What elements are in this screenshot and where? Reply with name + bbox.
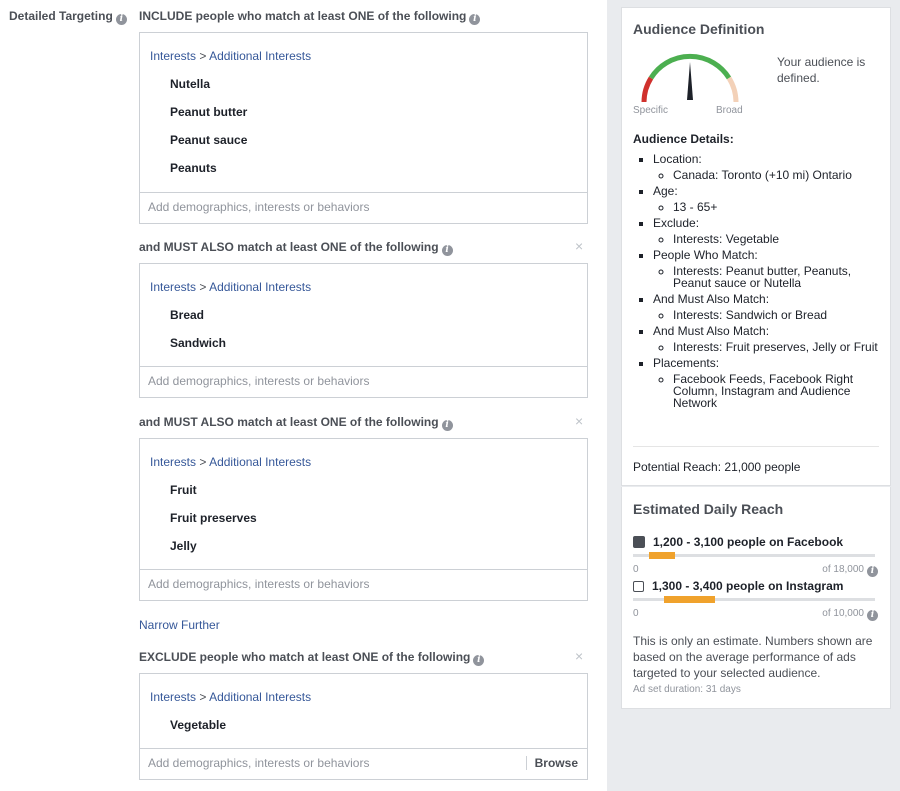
audience-definition-title: Audience Definition	[633, 21, 765, 37]
info-icon[interactable]: i	[442, 245, 453, 256]
detail-value: ◦ Interests: Fruit preserves, Jelly or Fruit	[673, 341, 881, 353]
audience-definition-card	[621, 7, 891, 486]
instagram-reach-bar	[633, 598, 875, 601]
breadcrumb	[150, 455, 311, 469]
interest-item: Fruit	[170, 483, 197, 497]
detail-location: ▪ Location: ◦ Canada: Toronto (+10 mi) Ontario	[653, 153, 881, 181]
interest-item: Bread	[170, 308, 205, 322]
include-title: INCLUDE people who match at least ONE of the following i	[139, 9, 480, 25]
crumb-additional-link[interactable]: Additional Interests	[209, 455, 312, 469]
interest-item: Sandwich	[170, 336, 227, 350]
crumb-additional-link[interactable]: Additional Interests	[209, 49, 312, 63]
crumb-separator: >	[199, 49, 207, 63]
crumb-separator: >	[199, 280, 207, 294]
facebook-min: 0	[633, 564, 639, 575]
instagram-max: of 10,000 i	[822, 608, 878, 621]
close-icon[interactable]: ×	[575, 238, 584, 254]
exclude-box	[139, 673, 588, 780]
detail-value: ◦ Interests: Peanut butter, Peanuts, Peanut sauce or Nutella	[673, 265, 881, 289]
must-match-box-1	[139, 263, 588, 398]
add-row	[140, 192, 587, 223]
interest-item: Fruit preserves	[170, 511, 257, 525]
instagram-reach-range	[664, 596, 715, 603]
crumb-interests-link[interactable]: Interests	[150, 280, 197, 294]
narrow-further-link[interactable]: Narrow Further	[139, 618, 220, 632]
detail-age: ▪ Age: ◦ 13 - 65+	[653, 185, 881, 213]
breadcrumb	[150, 49, 311, 63]
facebook-icon	[633, 536, 645, 548]
breadcrumb	[150, 280, 311, 294]
add-targeting-input[interactable]	[148, 374, 508, 388]
audience-details-list	[633, 153, 881, 413]
facebook-reach: 1,200 - 3,100 people on Facebook	[633, 535, 843, 549]
breadcrumb	[150, 690, 311, 704]
exclude-title: EXCLUDE people who match at least ONE of the following i	[139, 650, 484, 666]
facebook-reach-range	[649, 552, 675, 559]
crumb-additional-link[interactable]: Additional Interests	[209, 280, 312, 294]
crumb-additional-link[interactable]: Additional Interests	[209, 690, 312, 704]
potential-reach: Potential Reach: 21,000 people	[633, 460, 801, 474]
instagram-reach: 1,300 - 3,400 people on Instagram	[633, 579, 843, 593]
close-icon[interactable]: ×	[575, 413, 584, 429]
info-icon[interactable]: i	[473, 655, 484, 666]
interest-item: Nutella	[170, 77, 211, 91]
must-match-box-2	[139, 438, 588, 601]
divider	[633, 446, 879, 447]
add-targeting-input[interactable]	[148, 577, 508, 591]
detail-must-match: ▪ And Must Also Match: ◦ Interests: Sandwich or Bread	[653, 293, 881, 321]
detail-value: ◦ 13 - 65+	[673, 201, 881, 213]
detail-exclude: ▪ Exclude: ◦ Interests: Vegetable	[653, 217, 881, 245]
crumb-separator: >	[199, 690, 207, 704]
instagram-icon	[633, 581, 644, 592]
facebook-max: of 18,000 i	[822, 564, 878, 577]
add-row	[140, 748, 587, 779]
estimated-reach-card	[621, 487, 891, 709]
add-row	[140, 366, 587, 397]
crumb-interests-link[interactable]: Interests	[150, 49, 197, 63]
detail-value: ◦ Interests: Vegetable	[673, 233, 881, 245]
detail-value: ◦ Facebook Feeds, Facebook Right Column, Instagram and Audience Network	[673, 373, 881, 409]
estimated-reach-title: Estimated Daily Reach	[633, 501, 784, 517]
add-targeting-input[interactable]	[148, 756, 508, 770]
detail-value: ◦ Interests: Sandwich or Bread	[673, 309, 881, 321]
instagram-min: 0	[633, 608, 639, 619]
interest-item: Peanut sauce	[170, 133, 248, 147]
gauge-broad-label: Broad	[716, 105, 743, 116]
ad-set-duration: Ad set duration: 31 days	[633, 684, 741, 695]
audience-status: Your audience is defined.	[777, 55, 866, 85]
add-targeting-input[interactable]	[148, 200, 508, 214]
info-icon[interactable]: i	[867, 610, 878, 621]
detail-people-who-match: ▪ People Who Match: ◦ Interests: Peanut butter, Peanuts, Peanut sauce or Nutella	[653, 249, 881, 289]
interest-item: Peanuts	[170, 161, 217, 175]
estimate-disclaimer: This is only an estimate. Numbers shown are based on the average performance of ads targeted to your selected audience.	[633, 634, 873, 680]
browse-button[interactable]: Browse	[526, 756, 578, 770]
interest-item: Peanut butter	[170, 105, 248, 119]
gauge-needle	[687, 62, 693, 100]
detail-value: ◦ Canada: Toronto (+10 mi) Ontario	[673, 169, 881, 181]
info-icon[interactable]: i	[867, 566, 878, 577]
include-box	[139, 32, 588, 224]
must-match-title: and MUST ALSO match at least ONE of the following i	[139, 415, 453, 431]
audience-details-title: Audience Details:	[633, 132, 734, 146]
interest-item: Vegetable	[170, 718, 227, 732]
crumb-interests-link[interactable]: Interests	[150, 690, 197, 704]
info-icon[interactable]: i	[469, 14, 480, 25]
audience-gauge	[634, 50, 746, 110]
crumb-interests-link[interactable]: Interests	[150, 455, 197, 469]
gauge-specific-label: Specific	[633, 105, 669, 116]
gauge-specific-arc	[644, 78, 651, 102]
gauge-broad-arc	[729, 78, 736, 102]
detail-must-match: ▪ And Must Also Match: ◦ Interests: Fruit preserves, Jelly or Fruit	[653, 325, 881, 353]
add-row	[140, 569, 587, 600]
facebook-reach-bar	[633, 554, 875, 557]
info-icon[interactable]: i	[442, 420, 453, 431]
interest-item: Jelly	[170, 539, 197, 553]
detail-placements: ▪ Placements: ◦ Facebook Feeds, Facebook Right Column, Instagram and Audience Network	[653, 357, 881, 409]
must-match-title: and MUST ALSO match at least ONE of the following i	[139, 240, 453, 256]
close-icon[interactable]: ×	[575, 648, 584, 664]
crumb-separator: >	[199, 455, 207, 469]
detailed-targeting-label: Detailed Targeting i	[9, 9, 127, 25]
info-icon[interactable]: i	[116, 14, 127, 25]
